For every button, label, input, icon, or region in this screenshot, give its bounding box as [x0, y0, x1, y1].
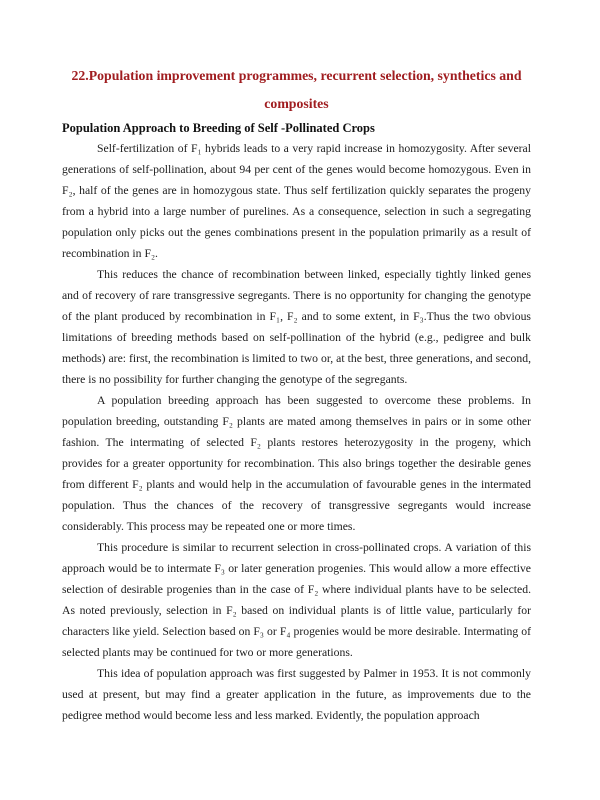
page-title: 22.Population improvement programmes, recurrent selection, synthetics and composites: [71, 68, 522, 111]
body-paragraph-4: This procedure is similar to recurrent selection in cross-pollinated crops. A variation of this approach would be to intermate F₃ or later generation progenies. This would allow a more effective selection of desirable progenies than in the case of F₂ where individual plants have to be selected. As noted previously, selection in F₂ based on individual plants is of little value, particularly for characters like yield. Selection based on F₃ or F₄ progenies would be more desirable. Intermating of selected plants may be continued for two or more generations.: [62, 541, 531, 659]
section-heading: Population Approach to Breeding of Self -Pollinated Crops: [62, 121, 375, 135]
body-paragraph-3: A population breeding approach has been suggested to overcome these problems. In population breeding, outstanding F₂ plants are mated among themselves in pairs or in some other fashion. The intermating of selected F₂ plants restores heterozygosity in the progeny, which provides for a greater opportunity for recombination. This also brings together the desirable genes from different F₂ plants and would help in the accumulation of favourable genes in the intermated population. Thus the chances of the recovery of transgressive segregants would increase considerably. This process may be repeated one or more times.: [62, 394, 531, 533]
body-paragraph-5: This idea of population approach was first suggested by Palmer in 1953. It is not commonly used at present, but may find a greater application in the future, as improvements due to the pedigree method would become less and less marked. Evidently, the population approach: [62, 667, 531, 722]
body-paragraph-1: Self-fertilization of F₁ hybrids leads to a very rapid increase in homozygosity. After several generations of self-pollination, about 94 per cent of the genes would become homozygous. Even in F₂, half of the genes are in homozygous state. Thus self fertilization quickly separates the progeny from a hybrid into a large number of purelines. As a consequence, selection in such a segregating population only picks out the genes combinations present in the population primarily as a result of recombination in F₂.: [62, 142, 531, 260]
body-paragraph-2: This reduces the chance of recombination between linked, especially tightly linked genes and of recovery of rare transgressive segregants. There is no opportunity for changing the genotype of the plant produced by recombination in F₁, F₂ and to some extent, in F₃.Thus the two obvious limitations of breeding methods based on self-pollination of the hybrid (e.g., pedigree and bulk methods) are: first, the recombination is limited to two or, at the best, three generations, and second, there is no possibility for further changing the genotype of the segregants.: [62, 268, 531, 386]
page-content: [62, 62, 531, 726]
